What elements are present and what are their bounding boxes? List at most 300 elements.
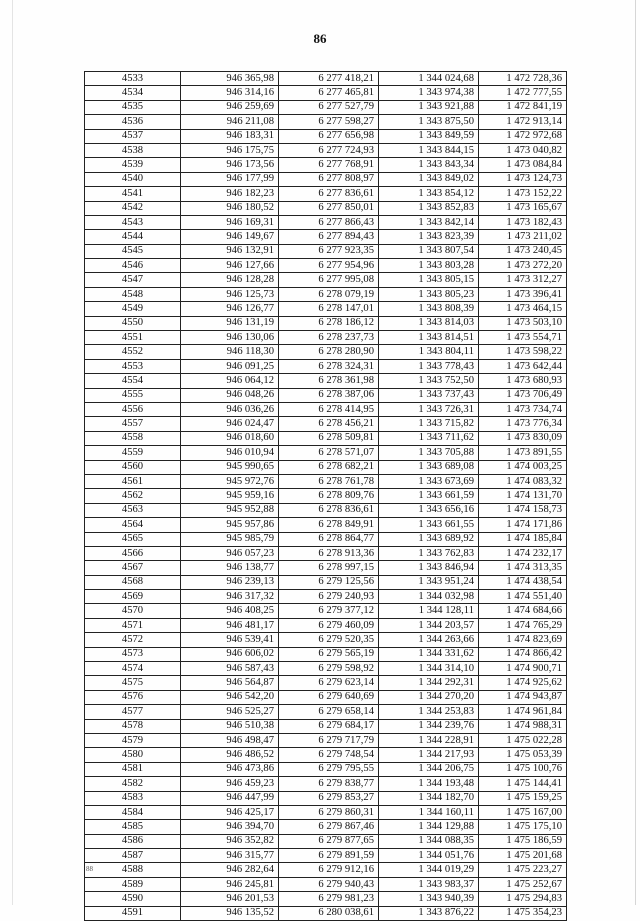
table-row <box>85 705 567 719</box>
x-msk-cell: 946 510,38 <box>181 719 279 733</box>
y-second-cell: 1 472 972,68 <box>479 129 567 143</box>
table-row <box>85 388 567 402</box>
point-number-cell: 4533 <box>85 72 181 86</box>
y-msk-cell: 6 279 860,31 <box>279 805 379 819</box>
y-msk-cell: 6 279 912,16 <box>279 863 379 877</box>
table-row <box>85 877 567 891</box>
x-msk-cell: 946 525,27 <box>181 705 279 719</box>
y-second-cell: 1 472 777,55 <box>479 86 567 100</box>
y-second-cell: 1 474 684,66 <box>479 604 567 618</box>
x-second-cell: 1 344 228,91 <box>379 733 479 747</box>
x-second-cell: 1 343 762,83 <box>379 546 479 560</box>
y-msk-cell: 6 277 954,96 <box>279 259 379 273</box>
x-second-cell: 1 344 088,35 <box>379 834 479 848</box>
x-second-cell: 1 344 253,83 <box>379 705 479 719</box>
y-second-cell: 1 473 891,55 <box>479 446 567 460</box>
table-row <box>85 618 567 632</box>
x-msk-cell: 946 118,30 <box>181 345 279 359</box>
x-msk-cell: 946 149,67 <box>181 230 279 244</box>
x-second-cell: 1 344 051,76 <box>379 849 479 863</box>
table-row <box>85 230 567 244</box>
table-row <box>85 172 567 186</box>
x-second-cell: 1 344 206,75 <box>379 762 479 776</box>
table-row <box>85 331 567 345</box>
y-msk-cell: 6 278 324,31 <box>279 359 379 373</box>
point-number-cell: 4551 <box>85 331 181 345</box>
table-row <box>85 431 567 445</box>
y-second-cell: 1 473 165,67 <box>479 201 567 215</box>
x-second-cell: 1 343 951,24 <box>379 575 479 589</box>
x-msk-cell: 946 315,77 <box>181 849 279 863</box>
x-msk-cell: 946 408,25 <box>181 604 279 618</box>
coordinates-table <box>84 71 567 921</box>
table-row <box>85 604 567 618</box>
table-row <box>85 273 567 287</box>
y-msk-cell: 6 278 079,19 <box>279 287 379 301</box>
y-second-cell: 1 474 083,32 <box>479 474 567 488</box>
table-row <box>85 474 567 488</box>
x-second-cell: 1 344 193,48 <box>379 777 479 791</box>
x-msk-cell: 945 952,88 <box>181 503 279 517</box>
x-second-cell: 1 343 805,15 <box>379 273 479 287</box>
x-second-cell: 1 343 983,37 <box>379 877 479 891</box>
y-msk-cell: 6 279 795,55 <box>279 762 379 776</box>
y-msk-cell: 6 277 598,27 <box>279 115 379 129</box>
point-number-cell: 4588 <box>85 863 181 877</box>
table-row <box>85 676 567 690</box>
y-msk-cell: 6 278 456,21 <box>279 417 379 431</box>
y-second-cell: 1 474 961,84 <box>479 705 567 719</box>
x-msk-cell: 946 473,86 <box>181 762 279 776</box>
point-number-cell: 4584 <box>85 805 181 819</box>
y-msk-cell: 6 277 808,97 <box>279 172 379 186</box>
table-row <box>85 72 567 86</box>
x-second-cell: 1 343 752,50 <box>379 374 479 388</box>
x-msk-cell: 946 317,32 <box>181 590 279 604</box>
point-number-cell: 4579 <box>85 733 181 747</box>
table-row <box>85 345 567 359</box>
y-second-cell: 1 473 503,10 <box>479 316 567 330</box>
y-msk-cell: 6 279 717,79 <box>279 733 379 747</box>
x-second-cell: 1 344 182,70 <box>379 791 479 805</box>
y-msk-cell: 6 279 853,27 <box>279 791 379 805</box>
table-row <box>85 575 567 589</box>
table-row <box>85 417 567 431</box>
x-second-cell: 1 343 974,38 <box>379 86 479 100</box>
table-row <box>85 762 567 776</box>
x-second-cell: 1 343 689,92 <box>379 532 479 546</box>
x-second-cell: 1 343 661,59 <box>379 489 479 503</box>
point-number-cell: 4539 <box>85 158 181 172</box>
y-second-cell: 1 473 272,20 <box>479 259 567 273</box>
point-number-cell: 4553 <box>85 359 181 373</box>
y-second-cell: 1 474 551,40 <box>479 590 567 604</box>
y-msk-cell: 6 277 724,93 <box>279 143 379 157</box>
point-number-cell: 4556 <box>85 402 181 416</box>
x-msk-cell: 945 959,16 <box>181 489 279 503</box>
table-row <box>85 158 567 172</box>
y-msk-cell: 6 279 125,56 <box>279 575 379 589</box>
y-second-cell: 1 473 240,45 <box>479 244 567 258</box>
x-second-cell: 1 343 875,50 <box>379 115 479 129</box>
table-row <box>85 402 567 416</box>
y-msk-cell: 6 278 147,01 <box>279 302 379 316</box>
y-second-cell: 1 475 167,00 <box>479 805 567 819</box>
x-msk-cell: 946 126,77 <box>181 302 279 316</box>
x-second-cell: 1 344 270,20 <box>379 690 479 704</box>
y-second-cell: 1 473 680,93 <box>479 374 567 388</box>
y-second-cell: 1 473 554,71 <box>479 331 567 345</box>
x-second-cell: 1 344 019,29 <box>379 863 479 877</box>
point-number-cell: 4575 <box>85 676 181 690</box>
y-second-cell: 1 473 396,41 <box>479 287 567 301</box>
y-msk-cell: 6 279 684,17 <box>279 719 379 733</box>
x-msk-cell: 946 447,99 <box>181 791 279 805</box>
y-second-cell: 1 474 171,86 <box>479 518 567 532</box>
x-msk-cell: 946 564,87 <box>181 676 279 690</box>
point-number-cell: 4555 <box>85 388 181 402</box>
table-row <box>85 834 567 848</box>
x-second-cell: 1 344 217,93 <box>379 748 479 762</box>
y-second-cell: 1 474 158,73 <box>479 503 567 517</box>
point-number-cell: 4543 <box>85 215 181 229</box>
x-second-cell: 1 344 314,10 <box>379 662 479 676</box>
point-number-cell: 4534 <box>85 86 181 100</box>
y-second-cell: 1 473 152,22 <box>479 187 567 201</box>
x-msk-cell: 946 352,82 <box>181 834 279 848</box>
y-second-cell: 1 475 053,39 <box>479 748 567 762</box>
y-msk-cell: 6 278 280,90 <box>279 345 379 359</box>
y-second-cell: 1 474 900,71 <box>479 662 567 676</box>
point-number-cell: 4562 <box>85 489 181 503</box>
x-msk-cell: 946 128,28 <box>181 273 279 287</box>
table-row <box>85 892 567 906</box>
y-second-cell: 1 473 124,73 <box>479 172 567 186</box>
y-msk-cell: 6 278 849,91 <box>279 518 379 532</box>
x-second-cell: 1 343 778,43 <box>379 359 479 373</box>
x-msk-cell: 946 245,81 <box>181 877 279 891</box>
y-second-cell: 1 473 312,27 <box>479 273 567 287</box>
x-second-cell: 1 344 129,88 <box>379 820 479 834</box>
coordinates-table-body <box>85 72 567 921</box>
x-second-cell: 1 344 024,68 <box>379 72 479 86</box>
y-msk-cell: 6 278 509,81 <box>279 431 379 445</box>
y-second-cell: 1 472 913,14 <box>479 115 567 129</box>
x-msk-cell: 946 036,26 <box>181 402 279 416</box>
point-number-cell: 4544 <box>85 230 181 244</box>
table-row <box>85 115 567 129</box>
point-number-cell: 4540 <box>85 172 181 186</box>
point-number-cell: 4563 <box>85 503 181 517</box>
point-number-cell: 4564 <box>85 518 181 532</box>
x-second-cell: 1 343 737,43 <box>379 388 479 402</box>
table-row <box>85 748 567 762</box>
point-number-cell: 4570 <box>85 604 181 618</box>
x-msk-cell: 946 486,52 <box>181 748 279 762</box>
table-row <box>85 546 567 560</box>
point-number-cell: 4554 <box>85 374 181 388</box>
y-msk-cell: 6 278 864,77 <box>279 532 379 546</box>
x-second-cell: 1 343 814,03 <box>379 316 479 330</box>
x-second-cell: 1 344 292,31 <box>379 676 479 690</box>
x-msk-cell: 946 173,56 <box>181 158 279 172</box>
x-msk-cell: 946 169,31 <box>181 215 279 229</box>
x-msk-cell: 946 127,66 <box>181 259 279 273</box>
x-msk-cell: 946 539,41 <box>181 633 279 647</box>
point-number-cell: 4568 <box>85 575 181 589</box>
y-second-cell: 1 474 925,62 <box>479 676 567 690</box>
x-msk-cell: 946 259,69 <box>181 100 279 114</box>
x-msk-cell: 946 130,06 <box>181 331 279 345</box>
table-row <box>85 259 567 273</box>
y-second-cell: 1 473 598,22 <box>479 345 567 359</box>
x-second-cell: 1 343 849,59 <box>379 129 479 143</box>
y-second-cell: 1 474 988,31 <box>479 719 567 733</box>
y-msk-cell: 6 277 850,01 <box>279 201 379 215</box>
y-msk-cell: 6 278 809,76 <box>279 489 379 503</box>
point-number-cell: 4573 <box>85 647 181 661</box>
y-msk-cell: 6 278 361,98 <box>279 374 379 388</box>
point-number-cell: 4552 <box>85 345 181 359</box>
y-msk-cell: 6 279 877,65 <box>279 834 379 848</box>
y-second-cell: 1 473 830,09 <box>479 431 567 445</box>
point-number-cell: 4582 <box>85 777 181 791</box>
table-row <box>85 100 567 114</box>
table-row <box>85 244 567 258</box>
table-row <box>85 86 567 100</box>
table-row <box>85 805 567 819</box>
x-msk-cell: 946 048,26 <box>181 388 279 402</box>
y-second-cell: 1 475 100,76 <box>479 762 567 776</box>
point-number-cell: 4545 <box>85 244 181 258</box>
x-msk-cell: 946 064,12 <box>181 374 279 388</box>
y-msk-cell: 6 278 913,36 <box>279 546 379 560</box>
y-msk-cell: 6 279 658,14 <box>279 705 379 719</box>
point-number-cell: 4585 <box>85 820 181 834</box>
x-msk-cell: 946 365,98 <box>181 72 279 86</box>
y-second-cell: 1 474 313,35 <box>479 561 567 575</box>
y-msk-cell: 6 278 682,21 <box>279 460 379 474</box>
y-second-cell: 1 474 765,29 <box>479 618 567 632</box>
table-row <box>85 690 567 704</box>
y-msk-cell: 6 279 748,54 <box>279 748 379 762</box>
table-row <box>85 849 567 863</box>
table-row <box>85 906 567 920</box>
point-number-cell: 4569 <box>85 590 181 604</box>
point-number-cell: 4565 <box>85 532 181 546</box>
scan-edge-left <box>12 0 13 905</box>
y-second-cell: 1 474 131,70 <box>479 489 567 503</box>
point-number-cell: 4571 <box>85 618 181 632</box>
table-row <box>85 187 567 201</box>
y-msk-cell: 6 280 038,61 <box>279 906 379 920</box>
y-msk-cell: 6 278 387,06 <box>279 388 379 402</box>
y-msk-cell: 6 278 836,61 <box>279 503 379 517</box>
y-msk-cell: 6 277 866,43 <box>279 215 379 229</box>
table-row <box>85 662 567 676</box>
x-second-cell: 1 343 803,28 <box>379 259 479 273</box>
x-msk-cell: 946 091,25 <box>181 359 279 373</box>
point-number-cell: 4537 <box>85 129 181 143</box>
y-second-cell: 1 474 003,25 <box>479 460 567 474</box>
x-second-cell: 1 343 656,16 <box>379 503 479 517</box>
x-msk-cell: 946 587,43 <box>181 662 279 676</box>
x-msk-cell: 946 132,91 <box>181 244 279 258</box>
point-number-cell: 4546 <box>85 259 181 273</box>
y-second-cell: 1 474 185,84 <box>479 532 567 546</box>
table-row <box>85 287 567 301</box>
x-msk-cell: 946 606,02 <box>181 647 279 661</box>
point-number-cell: 4559 <box>85 446 181 460</box>
table-row <box>85 302 567 316</box>
y-second-cell: 1 475 144,41 <box>479 777 567 791</box>
table-row <box>85 633 567 647</box>
y-second-cell: 1 474 232,17 <box>479 546 567 560</box>
x-msk-cell: 945 972,76 <box>181 474 279 488</box>
table-row <box>85 446 567 460</box>
y-msk-cell: 6 278 571,07 <box>279 446 379 460</box>
point-number-cell: 4581 <box>85 762 181 776</box>
x-msk-cell: 946 135,52 <box>181 906 279 920</box>
x-second-cell: 1 343 808,39 <box>379 302 479 316</box>
y-second-cell: 1 475 159,25 <box>479 791 567 805</box>
x-msk-cell: 945 990,65 <box>181 460 279 474</box>
table-row <box>85 129 567 143</box>
x-second-cell: 1 344 239,76 <box>379 719 479 733</box>
point-number-cell: 4548 <box>85 287 181 301</box>
x-msk-cell: 946 125,73 <box>181 287 279 301</box>
y-second-cell: 1 474 823,69 <box>479 633 567 647</box>
point-number-cell: 4567 <box>85 561 181 575</box>
point-number-cell: 4550 <box>85 316 181 330</box>
point-number-cell: 4580 <box>85 748 181 762</box>
x-msk-cell: 946 138,77 <box>181 561 279 575</box>
y-msk-cell: 6 278 761,78 <box>279 474 379 488</box>
y-second-cell: 1 475 201,68 <box>479 849 567 863</box>
x-second-cell: 1 343 804,11 <box>379 345 479 359</box>
y-msk-cell: 6 277 527,79 <box>279 100 379 114</box>
y-second-cell: 1 472 841,19 <box>479 100 567 114</box>
y-msk-cell: 6 277 768,91 <box>279 158 379 172</box>
x-second-cell: 1 343 807,54 <box>379 244 479 258</box>
y-second-cell: 1 475 294,83 <box>479 892 567 906</box>
y-msk-cell: 6 277 656,98 <box>279 129 379 143</box>
point-number-cell: 4574 <box>85 662 181 676</box>
y-second-cell: 1 473 734,74 <box>479 402 567 416</box>
x-second-cell: 1 343 711,62 <box>379 431 479 445</box>
point-number-cell: 4576 <box>85 690 181 704</box>
point-number-cell: 4536 <box>85 115 181 129</box>
table-row <box>85 820 567 834</box>
x-second-cell: 1 343 846,94 <box>379 561 479 575</box>
y-msk-cell: 6 279 623,14 <box>279 676 379 690</box>
table-row <box>85 359 567 373</box>
x-second-cell: 1 344 128,11 <box>379 604 479 618</box>
table-row <box>85 374 567 388</box>
point-number-cell: 4590 <box>85 892 181 906</box>
x-second-cell: 1 343 844,15 <box>379 143 479 157</box>
x-msk-cell: 946 425,17 <box>181 805 279 819</box>
y-second-cell: 1 475 186,59 <box>479 834 567 848</box>
y-msk-cell: 6 277 836,61 <box>279 187 379 201</box>
x-second-cell: 1 344 203,57 <box>379 618 479 632</box>
x-second-cell: 1 343 876,22 <box>379 906 479 920</box>
point-number-cell: 4549 <box>85 302 181 316</box>
table-row <box>85 201 567 215</box>
y-second-cell: 1 473 776,34 <box>479 417 567 431</box>
x-second-cell: 1 343 726,31 <box>379 402 479 416</box>
y-msk-cell: 6 279 867,46 <box>279 820 379 834</box>
y-second-cell: 1 473 182,43 <box>479 215 567 229</box>
table-row <box>85 791 567 805</box>
y-msk-cell: 6 277 465,81 <box>279 86 379 100</box>
y-msk-cell: 6 279 838,77 <box>279 777 379 791</box>
x-msk-cell: 946 010,94 <box>181 446 279 460</box>
table-row <box>85 518 567 532</box>
x-msk-cell: 946 018,60 <box>181 431 279 445</box>
y-msk-cell: 6 279 598,92 <box>279 662 379 676</box>
point-number-cell: 4578 <box>85 719 181 733</box>
y-msk-cell: 6 278 237,73 <box>279 331 379 345</box>
y-second-cell: 1 475 223,27 <box>479 863 567 877</box>
point-number-cell: 4541 <box>85 187 181 201</box>
y-second-cell: 1 473 706,49 <box>479 388 567 402</box>
x-second-cell: 1 343 673,69 <box>379 474 479 488</box>
table-row <box>85 719 567 733</box>
y-msk-cell: 6 277 995,08 <box>279 273 379 287</box>
y-msk-cell: 6 277 418,21 <box>279 72 379 86</box>
x-msk-cell: 946 239,13 <box>181 575 279 589</box>
y-second-cell: 1 475 022,28 <box>479 733 567 747</box>
table-row <box>85 561 567 575</box>
table-row <box>85 647 567 661</box>
y-second-cell: 1 475 252,67 <box>479 877 567 891</box>
point-number-cell: 4542 <box>85 201 181 215</box>
x-second-cell: 1 343 661,55 <box>379 518 479 532</box>
x-second-cell: 1 343 854,12 <box>379 187 479 201</box>
table-row <box>85 143 567 157</box>
x-second-cell: 1 344 032,98 <box>379 590 479 604</box>
x-msk-cell: 946 131,19 <box>181 316 279 330</box>
x-second-cell: 1 343 705,88 <box>379 446 479 460</box>
point-number-cell: 4591 <box>85 906 181 920</box>
x-second-cell: 1 344 331,62 <box>379 647 479 661</box>
table-row <box>85 503 567 517</box>
x-msk-cell: 946 498,47 <box>181 733 279 747</box>
x-msk-cell: 946 481,17 <box>181 618 279 632</box>
point-number-cell: 4587 <box>85 849 181 863</box>
y-msk-cell: 6 277 923,35 <box>279 244 379 258</box>
table-row <box>85 316 567 330</box>
x-second-cell: 1 343 852,83 <box>379 201 479 215</box>
x-second-cell: 1 343 715,82 <box>379 417 479 431</box>
y-second-cell: 1 473 040,82 <box>479 143 567 157</box>
table-row <box>85 489 567 503</box>
y-msk-cell: 6 277 894,43 <box>279 230 379 244</box>
x-msk-cell: 946 542,20 <box>181 690 279 704</box>
y-msk-cell: 6 279 940,43 <box>279 877 379 891</box>
scan-edge-right <box>635 0 636 905</box>
point-number-cell: 4535 <box>85 100 181 114</box>
y-msk-cell: 6 278 414,95 <box>279 402 379 416</box>
table-row <box>85 532 567 546</box>
point-number-cell: 4560 <box>85 460 181 474</box>
point-number-cell: 4561 <box>85 474 181 488</box>
point-number-cell: 4589 <box>85 877 181 891</box>
table-row <box>85 733 567 747</box>
y-second-cell: 1 472 728,36 <box>479 72 567 86</box>
y-second-cell: 1 473 211,02 <box>479 230 567 244</box>
